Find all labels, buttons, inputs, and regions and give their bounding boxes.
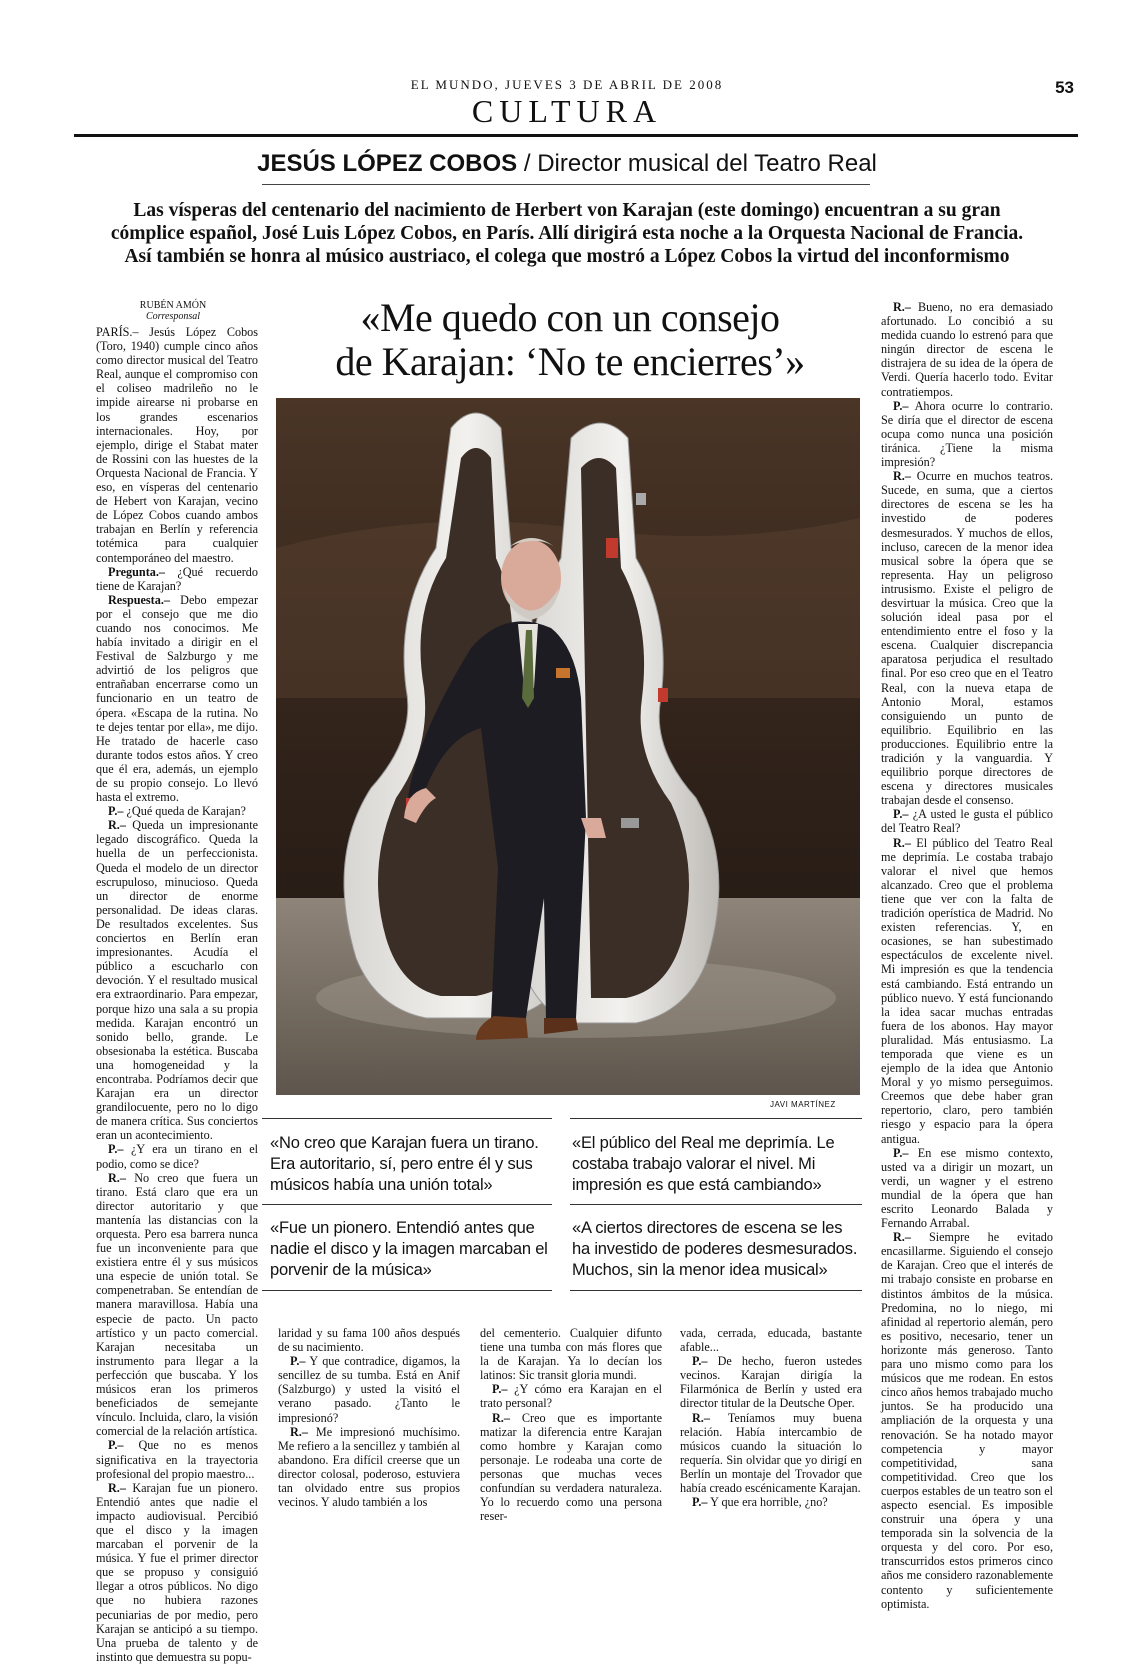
byline-author: RUBÉN AMÓN — [139, 300, 207, 311]
text-column-5 — [881, 300, 1053, 1611]
speaker-marker: P.– — [692, 1354, 708, 1369]
pull-quote: «A ciertos directores de escena se les ha investido de poderes desmesurados. Muchos, sin la menor idea musical» — [572, 1219, 858, 1279]
text-column-3 — [480, 1326, 662, 1526]
page-number: 53 — [1055, 78, 1074, 97]
quote-rule — [570, 1204, 862, 1205]
dateline: EL MUNDO, JUEVES 3 DE ABRIL DE 2008 — [410, 77, 724, 92]
body-paragraph: P.– Ahora ocurre lo contrario. Se diría que el director de escena ocupa como nunca una posición tiránica. ¿Tiene la misma impresión? — [881, 398, 1053, 470]
body-paragraph: P.– ¿Qué queda de Karajan? — [108, 804, 246, 819]
speaker-marker: R.– — [692, 1410, 710, 1425]
body-paragraph: P.– Y que contradice, digamos, la sencillez de su tumba. Está en Anif (Salzburgo) y usted la visitó el verano pasado. ¿Tanto le impresionó? — [278, 1354, 460, 1425]
body-paragraph: P.– ¿A usted le gusta el público del Teatro Real? — [881, 807, 1053, 836]
pull-quote: «El público del Real me deprimía. Le costaba trabajo valorar el nivel. Mi impresión es que está cambiando» — [572, 1134, 835, 1194]
speaker-marker: R.– — [893, 1230, 911, 1245]
speaker-marker: Pregunta.– — [108, 564, 165, 579]
body-paragraph: R.– Karajan fue un pionero. Entendió antes que nadie el impacto audiovisual. Percibió que el disco y la imagen marcaban el porvenir de la música. Y fue el primer director que se propuso y consiguió llegar a otros públicos. No digo que no hubiera razones pecuniarias de por medio, pero Karajan se anticipó a su tiempo. Una prueba de talento y de instinto que demuestra su popu- — [96, 1480, 258, 1664]
body-paragraph: P.– ¿Y era un tirano en el podio, como se dice? — [96, 1142, 258, 1171]
byline — [98, 300, 248, 322]
quote-rule — [570, 1118, 862, 1119]
interviewee-bar — [0, 150, 1134, 178]
pull-quote: «No creo que Karajan fuera un tirano. Era autoritario, sí, pero entre él y sus músicos había una unión total» — [270, 1134, 539, 1194]
byline-role: Corresponsal — [145, 311, 201, 322]
speaker-marker: R.– — [893, 835, 911, 850]
speaker-marker: R.– — [108, 1480, 126, 1495]
quote-rule — [262, 1118, 552, 1119]
quote-rule — [570, 1290, 862, 1291]
body-paragraph: vada, cerrada, educada, bastante afable... — [680, 1326, 862, 1355]
quote-rule — [262, 1290, 552, 1291]
speaker-marker: R.– — [893, 469, 911, 484]
lead-line: Las vísperas del centenario del nacimiento de Herbert von Karajan (este domingo) encuentran a su gran — [133, 200, 1001, 221]
speaker-marker: P.– — [108, 1438, 124, 1453]
speaker-marker: Respuesta.– — [108, 592, 170, 607]
body-paragraph: Pregunta.– ¿Qué recuerdo tiene de Karajan? — [96, 564, 258, 593]
quote-rule — [262, 1204, 552, 1205]
body-paragraph: R.– No creo que fuera un tirano. Está claro que era un director autoritario y que mantenía las distancias con la orquesta. Pero esa barrera nunca fue un inconveniente para que existiera entre él y sus músicos una especie de unión total. Se compenetraban. Se entendían de manera maravillosa. Había una especie de pacto. Un pacto artístico y un pacto comercial. Karajan necesitaba un instrumento para llegar a la perfección que buscaba. Y los músicos eran los primeros beneficiados de semejante vínculo. Incluida, claro, la visión comercial de la relación artística. — [96, 1170, 258, 1439]
speaker-marker: P.– — [893, 807, 909, 822]
photo-conductor-cello-case — [276, 398, 860, 1095]
name-separator: / — [523, 150, 538, 177]
body-paragraph: R.– Me impresionó muchísimo. Me refiero a la sencillez y también al abandono. Era difícil creerse que un director colosal, poderoso, estuviera tan olvidado entre sus propios vecinos. Y aludo también a los — [278, 1424, 460, 1510]
body-paragraph: R.– Siempre he evitado encasillarme. Siguiendo el consejo de Karajan. Creo que el interés de mi trabajo consiste en probarse en distintos ámbitos de la música. Predomina, no lo niego, mi afinidad al repertorio alemán, pero es positivo, necesario, tener un horizonte más generoso. Tanto para uno mismo como para los músicos que me rodean. En estos cinco años hemos trabajado mucho juntos. Se ha producido una ampliación de la orquesta y una renovación. Se ha notado mayor competencia y mayor competitividad, sana competitividad. Creo que los cuerpos estables de un teatro son el aspecto esencial. Es imposible construir una ópera y una temporada sin la solvencia de la orquesta y del coro. Por eso, transcurridos estos primeros cinco años me considero razonablemente contento y suficientemente optimista. — [881, 1230, 1053, 1611]
speaker-marker: P.– — [108, 804, 124, 819]
headline-line: «Me quedo con un consejo — [360, 295, 780, 340]
lead-paragraph — [80, 199, 1054, 268]
speaker-marker: P.– — [492, 1382, 508, 1397]
body-paragraph: PARÍS.– Jesús López Cobos (Toro, 1940) cumple cinco años como director musical del Teatro Real, aunque el compromiso con el coliseo madrileño no le impide airearse ni probarse en los grandes escenarios internacionales. Hoy, por ejemplo, dirige el Stabat mater de Rossini con las huestes de la Orquesta Nacional de Francia. Y eso, en vísperas del centenario de Hebert von Karajan, vecino de López Cobos cuando ambos trabajan en Berlín y referencia totémica para cualquier contemporáneo del maestro. — [96, 325, 258, 565]
body-paragraph: R.– Bueno, no era demasiado afortunado. Lo concibió a su medida cuando lo estrenó para que ningún director de escena le distrajera de su idea de la ópera de Verdi. Quería hacerlo todo. Evitar contratiempos. — [881, 300, 1053, 399]
body-paragraph: R.– Ocurre en muchos teatros. Sucede, en suma, que a ciertos directores de escena se les ha investido de poderes desmesurados. Y muchos de ellos, incluso, carecen de la menor idea musical sobre la ópera que se representa. Hay un peligroso intrusismo. Existe el peligro de desvirtuar la música. Creo que la solución ideal pasa por el entendimiento entre el foso y la escena. Cualquier discrepancia aparatosa perjudica el resultado final. Por eso creo que en el Teatro Real, con la nueva etapa de Antonio Moral, estamos consiguiendo un punto de equilibrio. Equilibrio en las producciones. Equilibrio entre la tradición y la vanguardia. Y equilibrio porque directores de escena y directores musicales trabajan desde el consenso. — [881, 469, 1053, 808]
body-paragraph: R.– Creo que es importante matizar la diferencia entre Karajan como hombre y Karajan como personaje. Le rodeaba una corte de personas que muchas veces confundían su verdadera naturaleza. Yo lo recuerdo como una persona reser- — [480, 1410, 662, 1524]
body-paragraph: P.– Y que era horrible, ¿no? — [692, 1495, 828, 1510]
text-column-4 — [680, 1326, 862, 1526]
photo-credit: JAVI MARTÍNEZ — [770, 1100, 836, 1109]
lead-line: cómplice español, José Luis López Cobos, en París. Allí dirigirá esta noche a la Orquesta Nacional de Francia. — [110, 223, 1024, 244]
speaker-marker: R.– — [108, 818, 126, 833]
body-paragraph: R.– El público del Teatro Real me deprimía. Le costaba trabajo valorar el nivel que hemos alcanzado. Creo que el problema tiene que ver con la falta de tradición operística de Madrid. No existen referencias. Y, en ocasiones, se han subestimado espectáculos de excelente nivel. Mi impresión es que la tendencia está cambiando. Está entrando un público nuevo. Y está funcionando la idea sacar muchas entradas fuera de los abonos. Hay mayor pluralidad. Más entusiasmo. La temporada que viene es un ejemplo de la idea que Antonio Moral y yo mismo perseguimos. Creemos que debe haber gran repertorio, claro, pero también riesgo y espacio para la ópera antigua. — [881, 835, 1053, 1146]
headline-line: de Karajan: ‘No te encierres’» — [335, 339, 805, 384]
speaker-marker: P.– — [893, 1145, 909, 1160]
body-paragraph: P.– Que no es menos significativa en la trayectoria profesional del propio maestro... — [96, 1438, 258, 1481]
speaker-marker: P.– — [290, 1354, 306, 1369]
body-paragraph: laridad y su fama 100 años después de su nacimiento. — [278, 1326, 460, 1355]
body-paragraph: P.– ¿Y cómo era Karajan en el trato personal? — [480, 1382, 662, 1411]
pull-quote: «Fue un pionero. Entendió antes que nadie el disco y la imagen marcaban el porvenir de la música» — [270, 1219, 548, 1279]
interviewee-name: JESÚS LÓPEZ COBOS — [257, 150, 518, 177]
speaker-marker: R.– — [108, 1170, 126, 1185]
headline — [272, 296, 868, 384]
body-paragraph: R.– Queda un impresionante legado discográfico. Queda la huella de un perfeccionista. Queda el modelo de un director escrupuloso, minucioso. Queda un director de enorme personalidad. De ideas claras. De resultados excelentes. Sus conciertos en Berlín eran impresionantes. Acudía el público a escucharlo con devoción. Y el resultado musical era extraordinario. Para empezar, porque hizo una sala a su propia medida. Karajan encontró un sonido bello, grande. Le obsesionaba la estética. Buscaba una homogeneidad y la encontraba. Podríamos decir que Karajan era un director grandilocuente, pero no lo digo de manera crítica. Sus conciertos eran un acontecimiento. — [96, 818, 258, 1143]
header-rule — [74, 134, 1078, 137]
speaker-marker: R.– — [492, 1410, 510, 1425]
body-paragraph: P.– De hecho, fueron ustedes vecinos. Karajan dirigía la Filarmónica de Berlín y usted era director titular de la Deutsche Oper. — [680, 1354, 862, 1411]
speaker-marker: P.– — [108, 1142, 124, 1157]
body-paragraph: del cementerio. Cualquier difunto tiene una tumba con más flores que la de Karajan. Ya lo decían los latinos: Sic transit gloria mundi. — [480, 1326, 662, 1383]
lead-line: Así también se honra al músico austriaco, el colega que mostró a López Cobos la virtud del inconformismo — [124, 246, 1010, 267]
speaker-marker: P.– — [692, 1495, 708, 1510]
body-paragraph: R.– Teníamos muy buena relación. Había intercambio de músicos cuando la situación lo requería. Sin olvidar que yo dirigí en Berlín un montaje del Trovador que había creado escénicamente Karajan. — [680, 1410, 862, 1496]
body-paragraph: Respuesta.– Debo empezar por el consejo que me dio cuando nos conocimos. Me había invitado a dirigir en el Festival de Salzburgo y me advirtió de los peligros que entrañaban encerrarse como un funcionario en un teatro de ópera. «Escapa de la rutina. No te dejes tentar por ella», me dijo. He tratado de hacerle caso durante todos estos años. Y creo que él era, además, un ejemplo de su propio consejo. Lo llevó hasta el extremo. — [96, 592, 258, 805]
speaker-marker: P.– — [893, 398, 909, 413]
interviewee-role: Director musical del Teatro Real — [537, 150, 877, 177]
text-column-1 — [96, 325, 258, 1664]
speaker-marker: R.– — [290, 1424, 308, 1439]
speaker-marker: R.– — [893, 300, 911, 314]
subheader-rule — [262, 184, 870, 185]
text-column-2 — [278, 1326, 460, 1526]
section-title: CULTURA — [471, 93, 663, 129]
body-paragraph: P.– En ese mismo contexto, usted va a dirigir un mozart, un verdi, un wagner y el estreno mundial de la ópera que han escrito Leonardo Balada y Fernando Arrabal. — [881, 1145, 1053, 1231]
